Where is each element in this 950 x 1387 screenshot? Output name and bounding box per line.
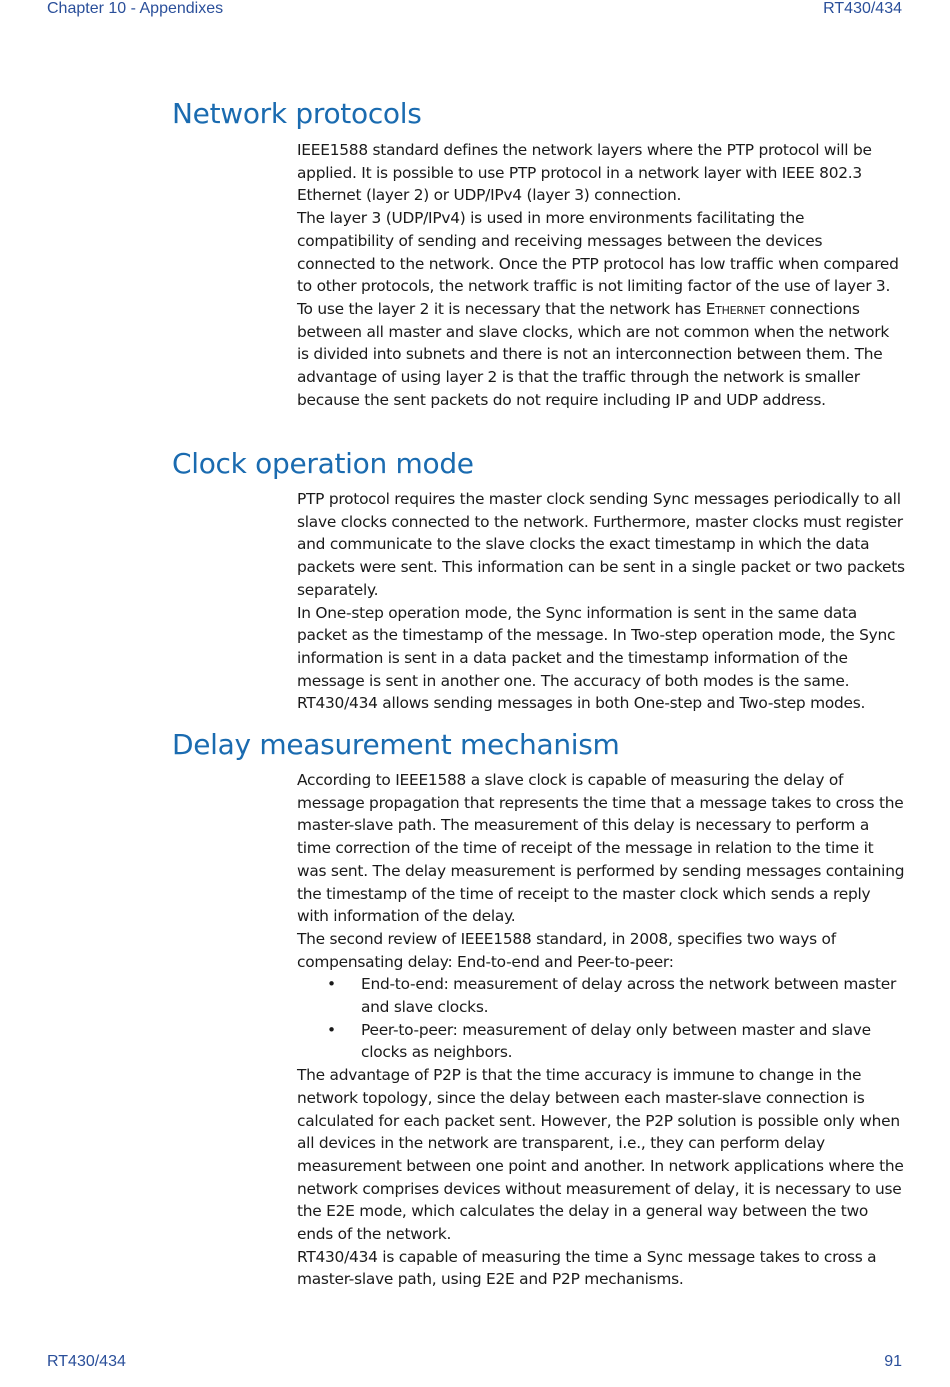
header-product: RT430/434 xyxy=(823,0,902,17)
paragraph: RT430/434 allows sending messages in both One-step and Two-step modes. xyxy=(297,694,866,713)
paragraph: The second review of IEEE1588 standard, in 2008, specifies two ways of compensating delay: End-to-end and Peer-to-peer: xyxy=(297,929,836,971)
footer-product: RT430/434 xyxy=(47,1353,126,1370)
ethernet-smallcaps: Ethernet xyxy=(705,299,765,318)
bullet-marker: • xyxy=(327,1020,336,1039)
paragraph: The layer 3 (UDP/IPv4) is used in more environments facilitating the compatibility of sending and receiving messages between the devices connected to the network. Once the PTP protocol has low traffic when compared to other protocols, the network traffic is not limiting factor of the use of layer 3. xyxy=(297,209,899,296)
section-title-delay-measurement: Delay measurement mechanism xyxy=(172,728,620,761)
header-chapter: Chapter 10 - Appendixes xyxy=(47,0,224,17)
paragraph: According to IEEE1588 a slave clock is capable of measuring the delay of message propagation that represents the time that a message takes to cross the master-slave path. The measurement of this delay is necessary to perform a time correction of the time of receipt of the message in relation to the time it was sent. The delay measurement is performed by sending messages containing the timestamp of the time of receipt to the master clock which sends a reply with information of the delay. xyxy=(297,771,905,926)
paragraph-text: To use the layer 2 it is necessary that the network has xyxy=(297,299,706,318)
paragraph: In One-step operation mode, the Sync information is sent in the same data packet as the timestamp of the message. In Two-step operation mode, the Sync information is sent in a data packet and the timestamp information of the message is sent in another one. The accuracy of both modes is the same. xyxy=(297,603,896,690)
section-title-clock-operation-mode: Clock operation mode xyxy=(172,447,474,480)
paragraph-text: connections between all master and slave clocks, which are not common when the network is divided into subnets and there is not an interconnection between them. The advantage of using layer 2 is that the traffic through the network is smaller because the sent packets do not require including IP and UDP address. xyxy=(297,299,889,409)
paragraph: PTP protocol requires the master clock sending Sync messages periodically to all slave clocks connected to the network. Furthermore, master clocks must register and communicate to the slave clocks the exact timestamp in which the data packets were sent. This information can be sent in a single packet or two packets separately. xyxy=(297,490,905,599)
section-body-delay-measurement xyxy=(297,769,905,1291)
paragraph xyxy=(297,298,905,412)
paragraph: IEEE1588 standard defines the network layers where the PTP protocol will be applied. It is possible to use PTP protocol in a network layer with IEEE 802.3 Ethernet (layer 2) or UDP/IPv4 (layer 3) connection. xyxy=(297,141,872,205)
paragraph: RT430/434 is capable of measuring the time a Sync message takes to cross a master-slave path, using E2E and P2P mechanisms. xyxy=(297,1247,877,1289)
section-body-clock-operation-mode xyxy=(297,488,905,715)
section-body-network-protocols xyxy=(297,139,905,411)
list-item-text: End-to-end: measurement of delay across the network between master and slave clocks. xyxy=(361,975,897,1017)
paragraph: The advantage of P2P is that the time accuracy is immune to change in the network topology, since the delay between each master-slave connection is calculated for each packet sent. However, the P2P solution is possible only when all devices in the network are transparent, i.e., they can perform delay measurement between one point and another. In network applications where the network comprises devices without measurement of delay, it is necessary to use the E2E mode, which calculates the delay in a general way between the two ends of the network. xyxy=(297,1066,904,1244)
list-item-text: Peer-to-peer: measurement of delay only between master and slave clocks as neighbors. xyxy=(361,1020,871,1062)
list-item xyxy=(297,1019,905,1064)
bullet-list xyxy=(297,973,905,1064)
footer-page-number: 91 xyxy=(884,1353,902,1370)
section-title-network-protocols: Network protocols xyxy=(172,97,422,130)
bullet-marker: • xyxy=(327,975,336,994)
list-item xyxy=(297,973,905,1018)
